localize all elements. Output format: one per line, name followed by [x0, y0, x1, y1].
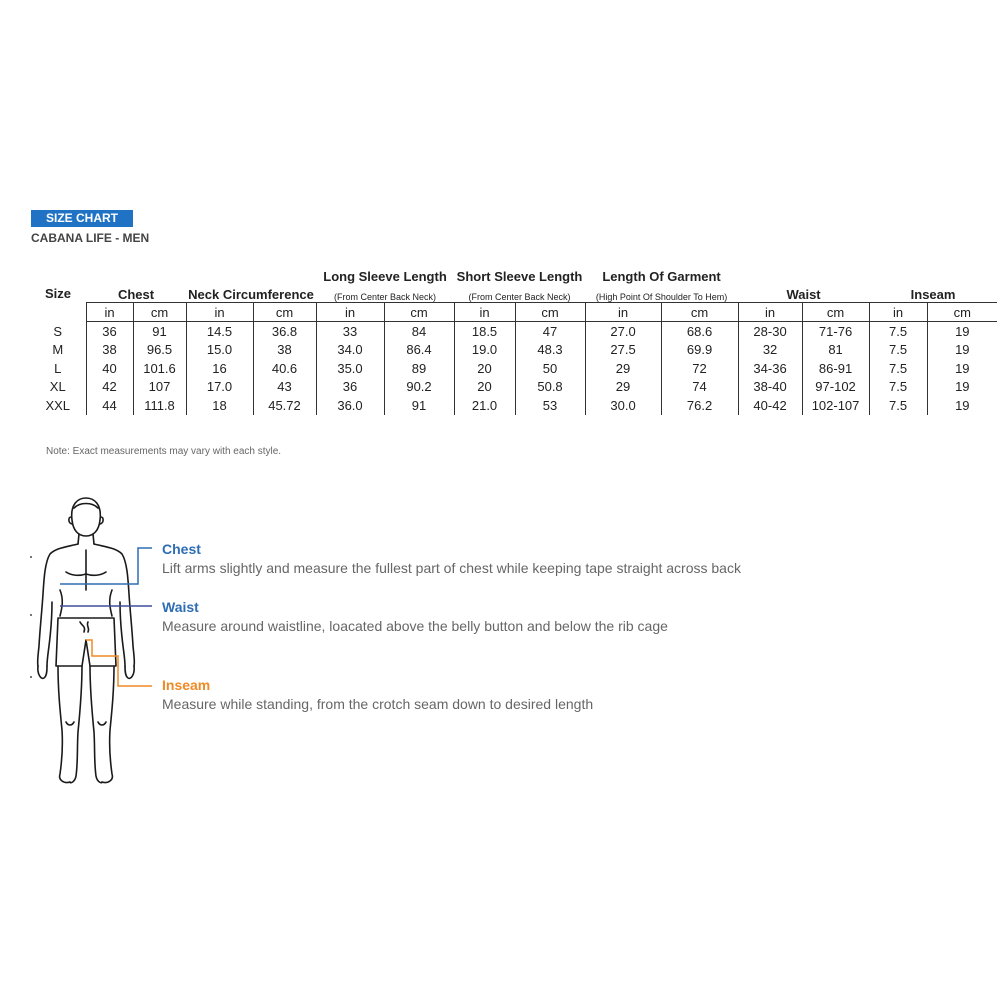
size-chart-badge: SIZE CHART [31, 210, 133, 227]
header-row-mid [30, 284, 997, 303]
value-cell: 36 [316, 378, 384, 397]
value-cell: 27.0 [585, 322, 661, 341]
short-sleeve-sub: (From Center Back Neck) [468, 292, 571, 302]
value-cell: 28-30 [738, 322, 802, 341]
units-size-spacer [30, 303, 86, 322]
chest-guide-desc: Lift arms slightly and measure the fullest part of chest while keeping tape straight across back [162, 560, 741, 576]
value-cell: 40.6 [253, 359, 316, 378]
value-cell: 38 [86, 341, 133, 360]
value-cell: 96.5 [133, 341, 186, 360]
value-cell: 44 [86, 396, 133, 415]
long-sleeve-header: Long Sleeve Length [323, 269, 447, 284]
unit-header-cell: in [869, 303, 927, 322]
value-cell: 48.3 [515, 341, 585, 360]
header-spacer [869, 264, 997, 284]
garment-length-header: Length Of Garment [602, 269, 721, 284]
brand-subtitle: CABANA LIFE - MEN [31, 231, 150, 245]
value-cell: 20 [454, 378, 515, 397]
value-cell: 86-91 [802, 359, 869, 378]
header-spacer [186, 264, 316, 284]
value-cell: 86.4 [384, 341, 454, 360]
value-cell: 72 [661, 359, 738, 378]
value-cell: 40-42 [738, 396, 802, 415]
inseam-guide-desc: Measure while standing, from the crotch seam down to desired length [162, 696, 594, 712]
inseam-guide-title: Inseam [162, 677, 211, 693]
size-cell: L [54, 360, 62, 376]
long-sleeve-sub: (From Center Back Neck) [333, 292, 437, 302]
note-text: Note: Exact measurements may vary with each style. [46, 446, 282, 457]
value-cell: 27.5 [585, 341, 661, 360]
table-row [30, 396, 997, 415]
garment-length-sub: (High Point Of Shoulder To Hem) [595, 292, 728, 302]
waist-guide-desc: Measure around waistline, loacated above the belly button and below the rib cage [162, 618, 668, 634]
value-cell: 74 [661, 378, 738, 397]
unit-header-cell: cm [515, 303, 585, 322]
units-row [30, 303, 997, 322]
value-cell: 18.5 [454, 322, 515, 341]
value-cell: 90.2 [384, 378, 454, 397]
inseam-guide-line [86, 640, 152, 686]
short-sleeve-header: Short Sleeve Length [456, 269, 583, 284]
value-cell: 19 [927, 322, 997, 341]
unit-header-cell: cm [927, 303, 997, 322]
value-cell: 14.5 [186, 322, 253, 341]
value-cell: 18 [186, 396, 253, 415]
unit-header-cell: cm [661, 303, 738, 322]
size-cell: XL [49, 379, 66, 395]
unit-header-cell: in [738, 303, 802, 322]
value-cell: 15.0 [186, 341, 253, 360]
unit-header-cell: cm [133, 303, 186, 322]
header-spacer [86, 264, 186, 284]
value-cell: 7.5 [869, 359, 927, 378]
value-cell: 29 [585, 378, 661, 397]
unit-header-cell: in [585, 303, 661, 322]
chest-guide-line [60, 548, 152, 584]
unit-header-cell: in [86, 303, 133, 322]
header-spacer [738, 264, 869, 284]
value-cell: 42 [86, 378, 133, 397]
marker-dot [30, 556, 32, 558]
value-cell: 35.0 [316, 359, 384, 378]
waist-guide-title: Waist [162, 599, 199, 615]
value-cell: 53 [515, 396, 585, 415]
unit-header-cell: in [316, 303, 384, 322]
value-cell: 32 [738, 341, 802, 360]
unit-header-cell: cm [384, 303, 454, 322]
header-row-top [30, 264, 997, 284]
value-cell: 40 [86, 359, 133, 378]
table-row [30, 359, 997, 378]
size-cell: XXL [45, 397, 71, 413]
marker-dot [30, 614, 32, 616]
value-cell: 50.8 [515, 378, 585, 397]
value-cell: 30.0 [585, 396, 661, 415]
value-cell: 47 [515, 322, 585, 341]
value-cell: 36.8 [253, 322, 316, 341]
value-cell: 16 [186, 359, 253, 378]
value-cell: 102-107 [802, 396, 869, 415]
value-cell: 29 [585, 359, 661, 378]
value-cell: 69.9 [661, 341, 738, 360]
value-cell: 19 [927, 378, 997, 397]
value-cell: 7.5 [869, 341, 927, 360]
table-row [30, 341, 997, 360]
value-cell: 19 [927, 341, 997, 360]
value-cell: 43 [253, 378, 316, 397]
unit-header-cell: cm [802, 303, 869, 322]
value-cell: 111.8 [133, 396, 186, 415]
value-cell: 19.0 [454, 341, 515, 360]
value-cell: 38 [253, 341, 316, 360]
value-cell: 84 [384, 322, 454, 341]
value-cell: 38-40 [738, 378, 802, 397]
value-cell: 107 [133, 378, 186, 397]
value-cell: 33 [316, 322, 384, 341]
value-cell: 76.2 [661, 396, 738, 415]
value-cell: 7.5 [869, 378, 927, 397]
value-cell: 7.5 [869, 396, 927, 415]
unit-header-cell: in [186, 303, 253, 322]
value-cell: 7.5 [869, 322, 927, 341]
size-cell: M [52, 342, 64, 358]
inseam-header: Inseam [910, 287, 956, 302]
value-cell: 68.6 [661, 322, 738, 341]
value-cell: 71-76 [802, 322, 869, 341]
marker-dot [30, 676, 32, 678]
value-cell: 20 [454, 359, 515, 378]
value-cell: 91 [384, 396, 454, 415]
value-cell: 19 [927, 359, 997, 378]
value-cell: 17.0 [186, 378, 253, 397]
value-cell: 21.0 [454, 396, 515, 415]
value-cell: 19 [927, 396, 997, 415]
table-row [30, 322, 997, 341]
value-cell: 34.0 [316, 341, 384, 360]
body-figure-icon [0, 490, 160, 800]
unit-header-cell: cm [253, 303, 316, 322]
value-cell: 50 [515, 359, 585, 378]
size-header: Size [44, 285, 71, 301]
value-cell: 81 [802, 341, 869, 360]
chest-header: Chest [117, 287, 155, 302]
chest-guide-title: Chest [162, 541, 201, 557]
table-row [30, 378, 997, 397]
waist-header: Waist [786, 287, 821, 302]
value-cell: 34-36 [738, 359, 802, 378]
value-cell: 36.0 [316, 396, 384, 415]
size-chart-table [30, 264, 997, 415]
unit-header-cell: in [454, 303, 515, 322]
value-cell: 97-102 [802, 378, 869, 397]
value-cell: 89 [384, 359, 454, 378]
size-cell: S [53, 323, 63, 339]
value-cell: 101.6 [133, 359, 186, 378]
value-cell: 36 [86, 322, 133, 341]
neck-header: Neck Circumference [188, 287, 314, 302]
value-cell: 45.72 [253, 396, 316, 415]
value-cell: 91 [133, 322, 186, 341]
